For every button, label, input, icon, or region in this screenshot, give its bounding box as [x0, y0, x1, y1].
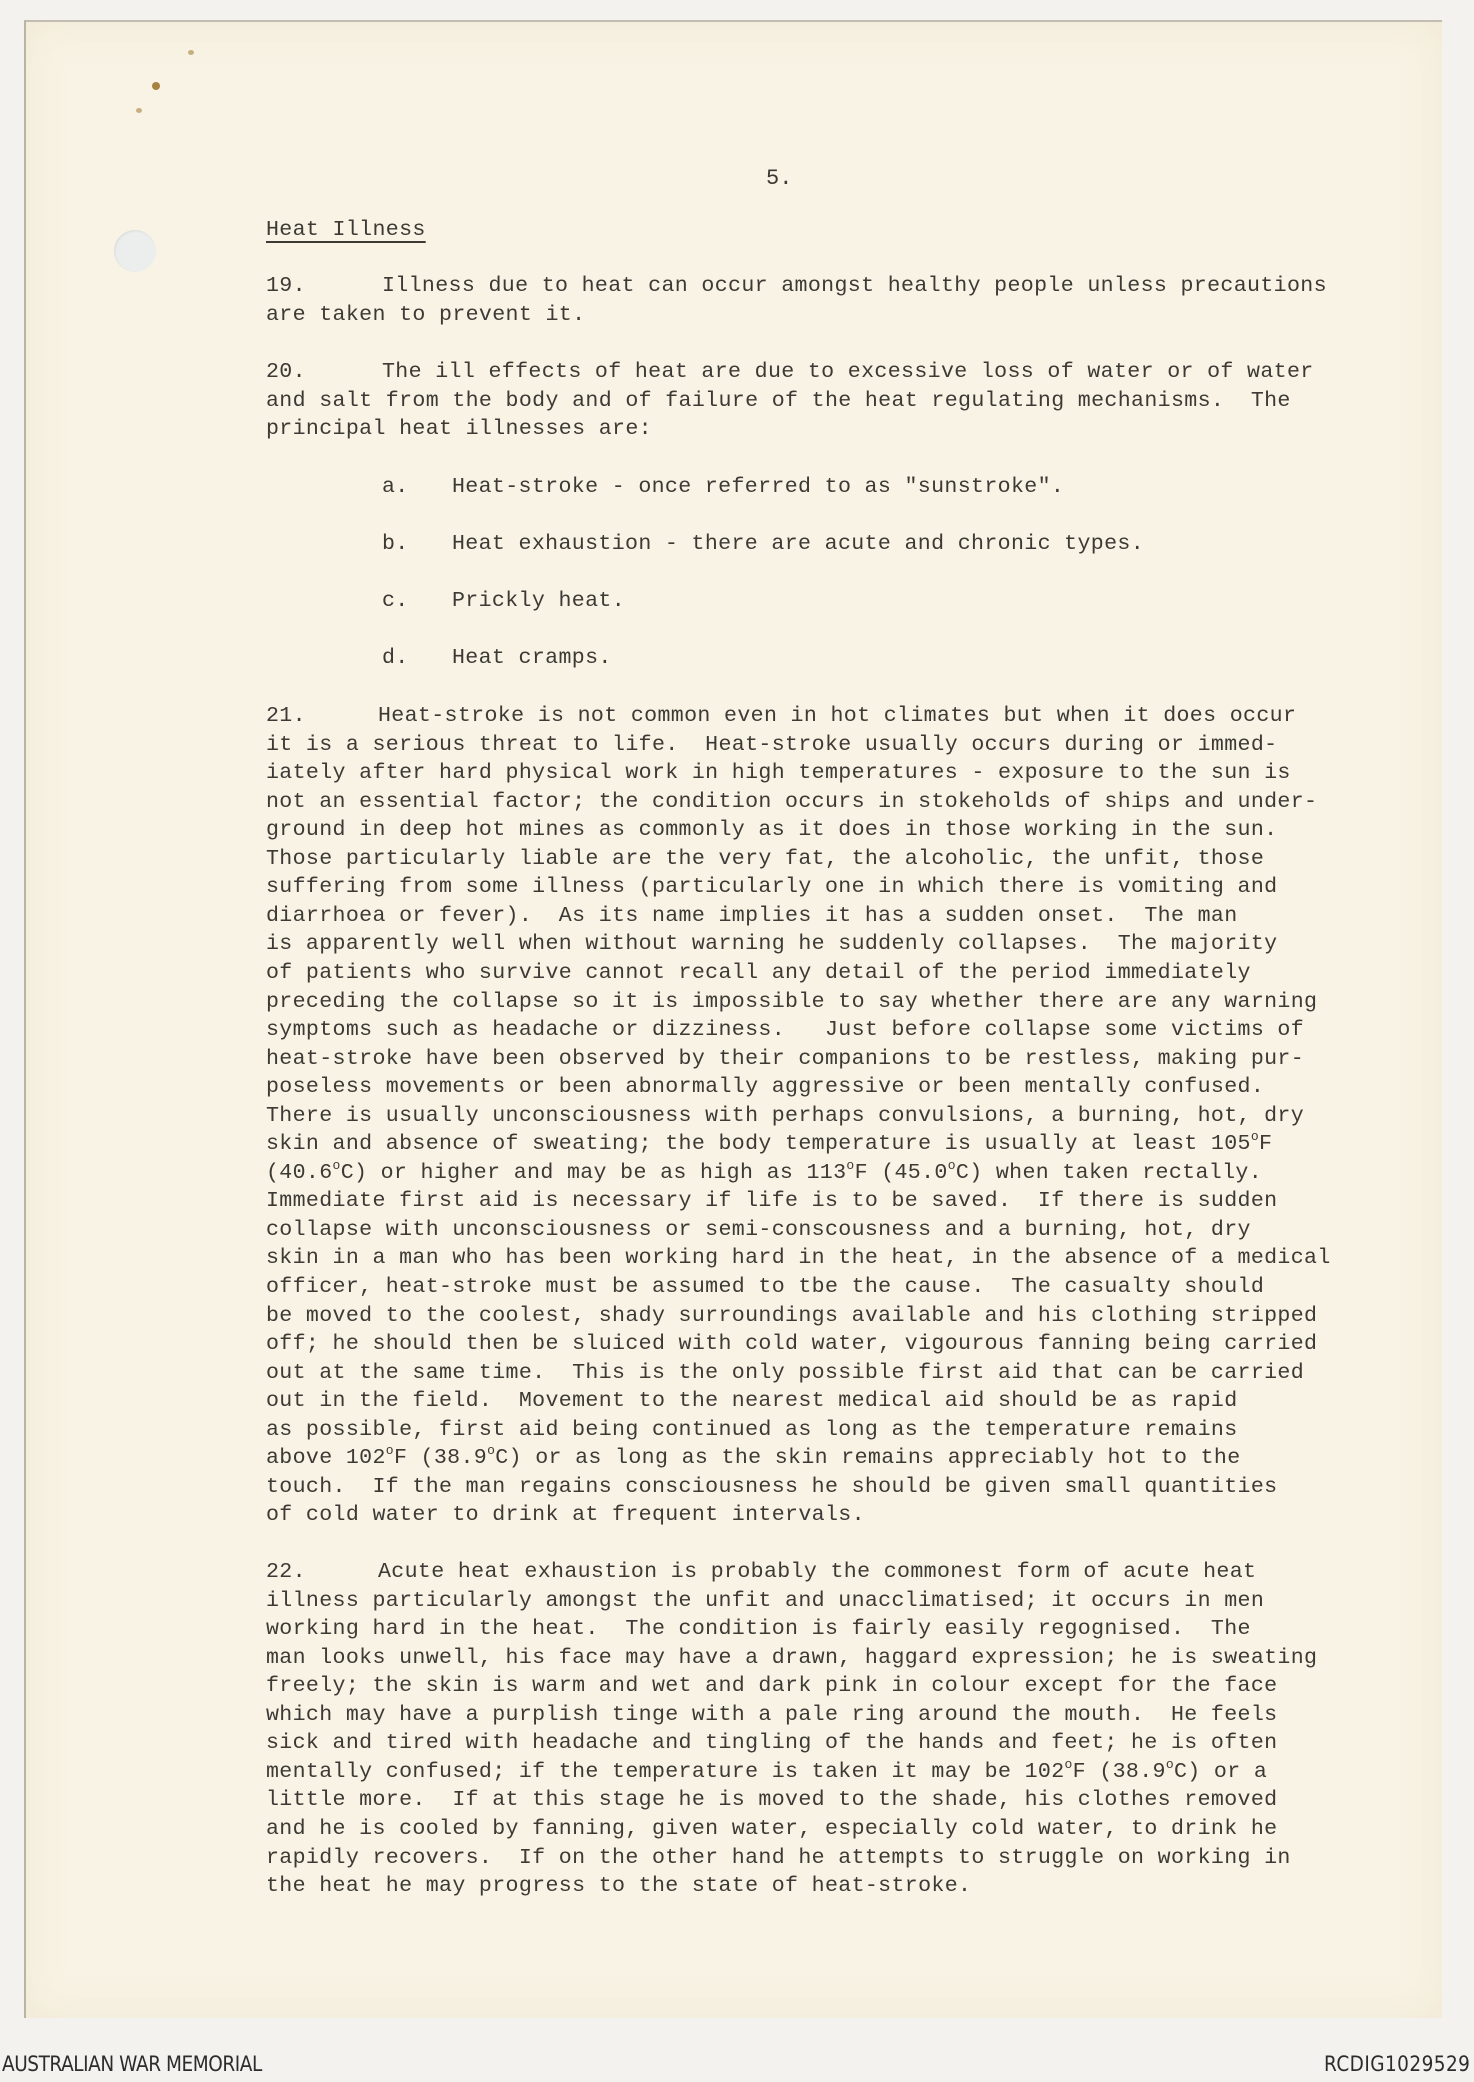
paragraph-line: working hard in the heat. The condition is fairly easily regognised. The — [266, 1617, 1251, 1642]
paragraph-line: as possible, first aid being continued as long as the temperature remains — [266, 1417, 1238, 1442]
list-item-text: Prickly heat. — [452, 589, 626, 613]
paragraph-line: diarrhoea or fever). As its name implies it has a sudden onset. The man — [266, 903, 1238, 928]
paragraph-line: freely; the skin is warm and wet and dark pink in colour except for the face — [266, 1674, 1278, 1699]
punch-hole — [114, 230, 156, 272]
paragraph-line: skin in a man who has been working hard in the heat, in the absence of a medical — [266, 1246, 1331, 1271]
list-item-label: a. — [382, 475, 409, 499]
paragraph-line: off; he should then be sluiced with cold water, vigourous fanning being carried — [266, 1332, 1318, 1357]
list-item-label: d. — [382, 646, 409, 670]
section-heading: Heat Illness — [266, 218, 426, 242]
paragraph-line: out at the same time. This is the only possible first aid that can be carried — [266, 1360, 1305, 1385]
paragraph-line: poseless movements or been abnormally aggressive or been mentally confused. — [266, 1075, 1265, 1100]
rust-stain — [136, 108, 142, 113]
paragraph-line: rapidly recovers. If on the other hand he attempts to struggle on working in — [266, 1845, 1291, 1870]
list-item-text: Heat cramps. — [452, 646, 612, 670]
paragraph-line: which may have a purplish tinge with a pale ring around the mouth. He feels — [266, 1702, 1278, 1727]
paragraph-line: out in the field. Movement to the nearest medical aid should be as rapid — [266, 1389, 1238, 1414]
paragraph-line: of patients who survive cannot recall any detail of the period immediately — [266, 960, 1251, 985]
paragraph-line: heat-stroke have been observed by their companions to be restless, making pur- — [266, 1046, 1305, 1071]
paragraph-line: are taken to prevent it. — [266, 303, 586, 327]
paragraph-line: of cold water to drink at frequent intervals. — [266, 1503, 865, 1528]
paragraph-line: and he is cooled by fanning, given water, especially cold water, to drink he — [266, 1816, 1278, 1841]
paragraph-line: and salt from the body and of failure of the heat regulating mechanisms. The — [266, 389, 1291, 413]
paragraph-line: principal heat illnesses are: — [266, 417, 652, 441]
rust-stain — [188, 50, 194, 55]
paragraph-number: 20. — [266, 360, 306, 384]
paragraph-number: 21. — [266, 704, 306, 728]
degree-mark: o — [947, 1157, 956, 1173]
list-item-text: Heat-stroke - once referred to as "sunstroke". — [452, 475, 1065, 499]
paragraph-line: ground in deep hot mines as commonly as it does in those working in the sun. — [266, 818, 1278, 843]
paragraph-line: is apparently well when without warning he suddenly collapses. The majority — [266, 932, 1278, 957]
paragraph-line: touch. If the man regains consciousness he should be given small quantities — [266, 1474, 1278, 1499]
paragraph-line: be moved to the coolest, shady surroundings available and his clothing stripped — [266, 1303, 1318, 1328]
paragraph-number: 19. — [266, 274, 306, 298]
paragraph-line: preceding the collapse so it is impossible to say whether there are any warning — [266, 989, 1318, 1014]
paragraph-line: it is a serious threat to life. Heat-stroke usually occurs during or immed- — [266, 732, 1278, 757]
footer-institution: AUSTRALIAN WAR MEMORIAL — [2, 2052, 262, 2076]
paragraph-line: collapse with unconsciousness or semi-conscousness and a burning, hot, dry — [266, 1217, 1251, 1242]
degree-mark: o — [385, 1443, 394, 1459]
list-item-text: Heat exhaustion - there are acute and chronic types. — [452, 532, 1145, 556]
paragraph-line: sick and tired with headache and tingling of the hands and feet; he is often — [266, 1731, 1278, 1756]
paragraph-line: (40.6$^o$C) or higher and may be as high as 113$^o$F (45.0$^o$C) when taken rectally. — [266, 1157, 1262, 1185]
page-number: 5. — [766, 166, 793, 191]
paragraph-line: Those particularly liable are the very fat, the alcoholic, the unfit, those — [266, 846, 1265, 871]
paragraph-line: suffering from some illness (particularly one in which there is vomiting and — [266, 875, 1278, 900]
degree-mark: o — [1064, 1756, 1073, 1772]
paragraph-line: The ill effects of heat are due to excessive loss of water or of water — [382, 360, 1314, 384]
degree-mark: o — [1165, 1756, 1174, 1772]
degree-mark: o — [487, 1443, 496, 1459]
list-item-label: c. — [382, 589, 409, 613]
paragraph-line: Heat-stroke is not common even in hot climates but when it does occur — [378, 704, 1297, 728]
paragraph-line: There is usually unconsciousness with perhaps convulsions, a burning, hot, dry — [266, 1103, 1305, 1128]
paragraph-line: Acute heat exhaustion is probably the commonest form of acute heat — [378, 1560, 1257, 1584]
degree-mark: o — [332, 1157, 341, 1173]
paragraph-line: iately after hard physical work in high temperatures - exposure to the sun is — [266, 761, 1291, 786]
paragraph-line: mentally confused; if the temperature is taken it may be 102$^o$F (38.9$^o$C) or a — [266, 1756, 1268, 1784]
rust-stain — [152, 82, 160, 90]
paragraph-line: above 102$^o$F (38.9$^o$C) or as long as the skin remains appreciably hot to the — [266, 1443, 1241, 1471]
paragraph-line: man looks unwell, his face may have a drawn, haggard expression; he is sweating — [266, 1645, 1318, 1670]
paragraph-line: symptoms such as headache or dizziness. Just before collapse some victims of — [266, 1018, 1305, 1043]
footer-record-id: RCDIG1029529 — [1323, 2052, 1470, 2076]
paragraph-line: officer, heat-stroke must be assumed to tbe the cause. The casualty should — [266, 1275, 1265, 1299]
paragraph-line: little more. If at this stage he is moved to the shade, his clothes removed — [266, 1788, 1278, 1813]
paragraph-number: 22. — [266, 1560, 306, 1584]
paragraph-line: Immediate first aid is necessary if life is to be saved. If there is sudden — [266, 1189, 1278, 1214]
degree-mark: o — [846, 1157, 855, 1173]
list-item-label: b. — [382, 532, 409, 556]
paragraph-line: skin and absence of sweating; the body temperature is usually at least 105$^o$F — [266, 1129, 1273, 1157]
paragraph-line: the heat he may progress to the state of heat-stroke. — [266, 1874, 972, 1899]
degree-mark: o — [1250, 1129, 1259, 1145]
paragraph-line: illness particularly amongst the unfit and unacclimatised; it occurs in men — [266, 1588, 1265, 1613]
paragraph-line: not an essential factor; the condition occurs in stokeholds of ships and under- — [266, 789, 1318, 814]
paragraph-line: Illness due to heat can occur amongst healthy people unless precautions — [382, 274, 1327, 298]
